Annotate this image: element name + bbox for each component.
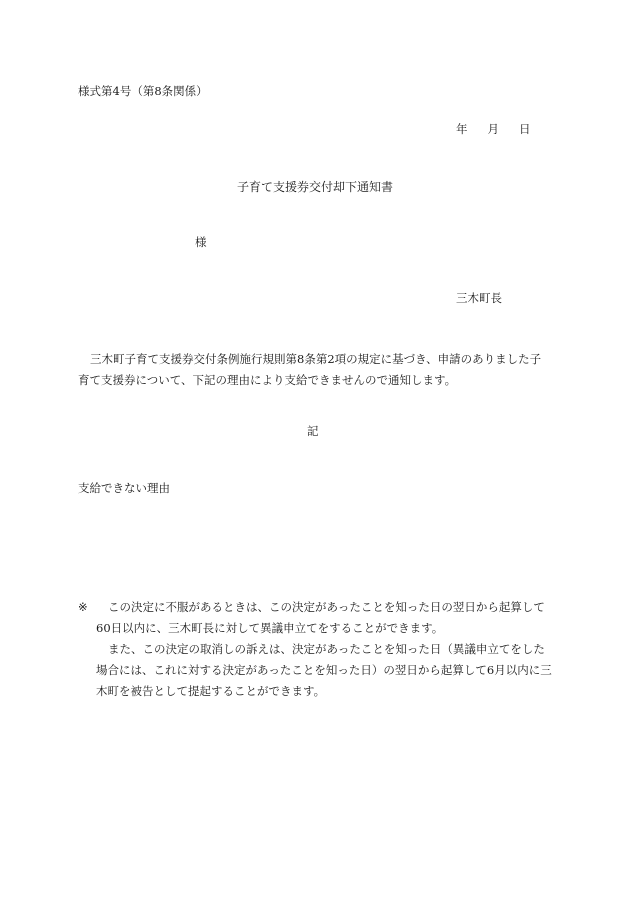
date-line	[456, 124, 531, 136]
date-day-label: 日	[519, 122, 531, 136]
note-section	[78, 597, 552, 702]
note-paragraph-objection: この決定に不服があるときは、この決定があったことを知った日の翌日から起算して60日以内に、三木町長に対して異議申立てをすることができます。	[96, 600, 545, 635]
date-year-label: 年	[456, 122, 468, 136]
date-month-label: 月	[487, 122, 499, 136]
document-title: 子育て支援券交付却下通知書	[237, 180, 394, 194]
note-paragraph-lawsuit: また、この決定の取消しの訴えは、決定があったことを知った日（異議申立てをした場合には、これに対する決定があったことを知った日）の翌日から起算して6月以内に三木町を被告として提起することができます。	[96, 642, 552, 698]
addressee-suffix: 様	[195, 235, 207, 249]
note-mark: ※	[78, 600, 88, 614]
issuer-name: 三木町長	[456, 291, 502, 305]
ki-heading: 記	[307, 424, 319, 438]
reason-label: 支給できない理由	[78, 481, 170, 495]
form-number: 様式第4号（第8条関係）	[78, 84, 208, 98]
note-body	[96, 597, 552, 702]
notice-body-text: 三木町子育て支援券交付条例施行規則第8条第2項の規定に基づき、申請のありました子育て支援券について、下記の理由により支給できませんので通知します。	[78, 352, 542, 387]
